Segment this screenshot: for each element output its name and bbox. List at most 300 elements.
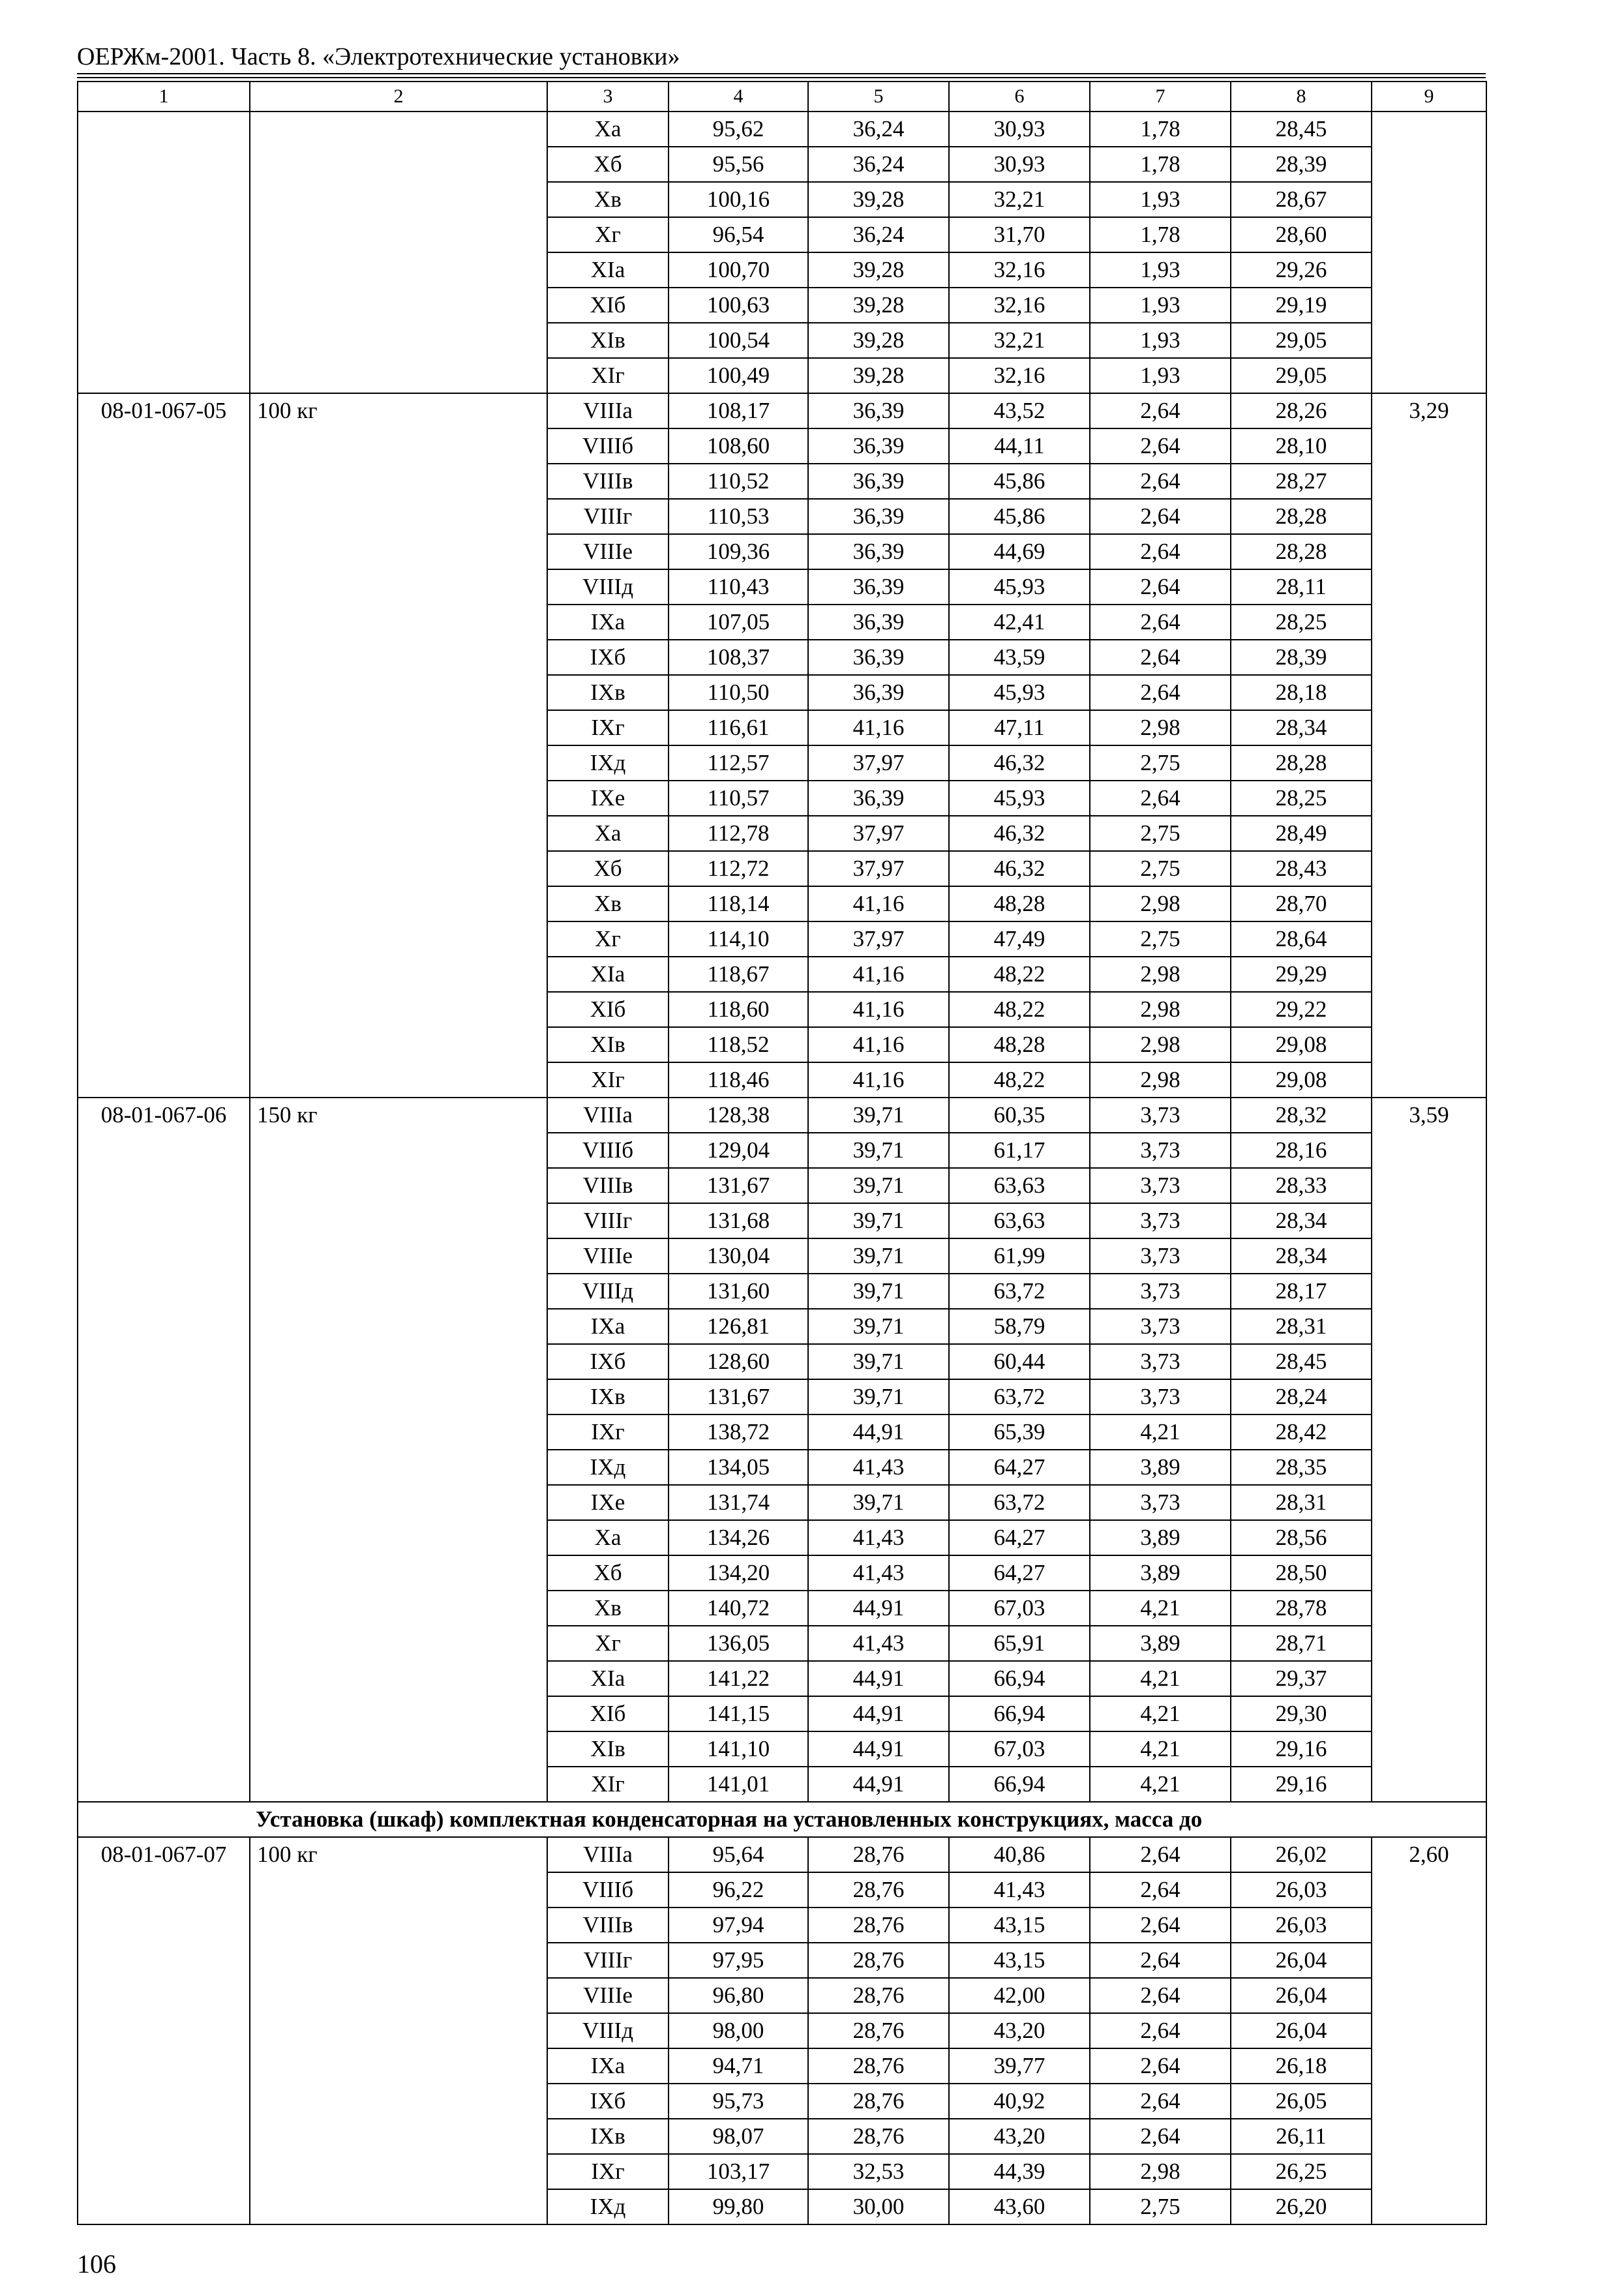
machine-cost: 41,43 <box>949 1872 1090 1908</box>
territorial-zone: VIIIв <box>547 464 669 499</box>
machinist-wages: 4,21 <box>1090 1591 1231 1626</box>
wages: 37,97 <box>808 921 949 957</box>
materials-cost: 28,24 <box>1231 1379 1372 1414</box>
total-cost: 141,10 <box>669 1731 808 1767</box>
materials-cost: 28,32 <box>1231 1098 1372 1133</box>
machinist-wages: 3,89 <box>1090 1520 1231 1555</box>
total-cost: 97,94 <box>669 1908 808 1943</box>
column-number: 3 <box>547 82 669 112</box>
total-cost: 141,22 <box>669 1661 808 1696</box>
total-cost: 108,17 <box>669 393 808 428</box>
wages: 37,97 <box>808 816 949 851</box>
wages: 39,71 <box>808 1098 949 1133</box>
territorial-zone: XIв <box>547 1027 669 1062</box>
total-cost: 107,05 <box>669 605 808 640</box>
total-cost: 130,04 <box>669 1238 808 1274</box>
machine-cost: 45,86 <box>949 464 1090 499</box>
wages: 44,91 <box>808 1696 949 1731</box>
territorial-zone: Xб <box>547 147 669 182</box>
wages: 36,39 <box>808 640 949 675</box>
territorial-zone: IXг <box>547 2154 669 2189</box>
territorial-zone: IXв <box>547 675 669 710</box>
total-cost: 112,57 <box>669 745 808 781</box>
machine-cost: 48,28 <box>949 886 1090 921</box>
total-cost: 112,78 <box>669 816 808 851</box>
wages: 28,76 <box>808 2013 949 2048</box>
machine-cost: 66,94 <box>949 1767 1090 1802</box>
materials-cost: 29,05 <box>1231 358 1372 393</box>
territorial-zone: Xв <box>547 1591 669 1626</box>
materials-cost: 28,28 <box>1231 499 1372 534</box>
materials-cost: 28,45 <box>1231 112 1372 147</box>
territorial-zone: VIIIб <box>547 428 669 464</box>
machine-cost: 63,72 <box>949 1485 1090 1520</box>
materials-cost: 28,10 <box>1231 428 1372 464</box>
machinist-wages: 2,98 <box>1090 886 1231 921</box>
territorial-zone: VIIIв <box>547 1168 669 1203</box>
wages: 28,76 <box>808 1837 949 1872</box>
territorial-zone: IXe <box>547 781 669 816</box>
machine-cost: 48,22 <box>949 1062 1090 1098</box>
column-number: 9 <box>1372 82 1486 112</box>
machinist-wages: 4,21 <box>1090 1696 1231 1731</box>
machinist-wages: 4,21 <box>1090 1767 1231 1802</box>
total-cost: 100,63 <box>669 288 808 323</box>
machine-cost: 42,00 <box>949 1978 1090 2013</box>
total-cost: 118,46 <box>669 1062 808 1098</box>
machinist-wages: 1,78 <box>1090 147 1231 182</box>
machine-cost: 63,72 <box>949 1274 1090 1309</box>
machinist-wages: 2,64 <box>1090 640 1231 675</box>
materials-cost: 29,26 <box>1231 252 1372 288</box>
machine-cost: 66,94 <box>949 1696 1090 1731</box>
territorial-zone: IXa <box>547 2048 669 2084</box>
wages: 36,39 <box>808 499 949 534</box>
total-cost: 96,54 <box>669 217 808 252</box>
wages: 41,16 <box>808 1027 949 1062</box>
machine-cost: 63,72 <box>949 1379 1090 1414</box>
wages: 28,76 <box>808 1872 949 1908</box>
territorial-zone: VIIIв <box>547 1908 669 1943</box>
materials-cost: 28,49 <box>1231 816 1372 851</box>
total-cost: 100,70 <box>669 252 808 288</box>
wages: 36,39 <box>808 605 949 640</box>
machinist-wages: 3,73 <box>1090 1238 1231 1274</box>
materials-cost: 26,02 <box>1231 1837 1372 1872</box>
wages: 39,71 <box>808 1309 949 1344</box>
total-cost: 128,38 <box>669 1098 808 1133</box>
total-cost: 100,54 <box>669 323 808 358</box>
territorial-zone: VIIIa <box>547 393 669 428</box>
wages: 41,16 <box>808 886 949 921</box>
territorial-zone: XIг <box>547 1767 669 1802</box>
machine-cost: 67,03 <box>949 1731 1090 1767</box>
machine-cost: 39,77 <box>949 2048 1090 2084</box>
norms-table-body <box>78 82 1486 2224</box>
header-rule-bottom <box>77 77 1486 78</box>
materials-cost: 26,03 <box>1231 1872 1372 1908</box>
territorial-zone: IXв <box>547 2119 669 2154</box>
table-row <box>78 1098 1486 1133</box>
materials-cost: 29,30 <box>1231 1696 1372 1731</box>
column-number-row <box>78 82 1486 112</box>
wages: 41,43 <box>808 1626 949 1661</box>
territorial-zone: XIг <box>547 358 669 393</box>
total-cost: 96,22 <box>669 1872 808 1908</box>
equipment-mass: 100 кг <box>250 393 547 1098</box>
labor-cost: 3,29 <box>1372 393 1486 1098</box>
machinist-wages: 2,64 <box>1090 569 1231 605</box>
territorial-zone: VIIIд <box>547 569 669 605</box>
total-cost: 95,56 <box>669 147 808 182</box>
machine-cost: 61,17 <box>949 1133 1090 1168</box>
machine-cost: 31,70 <box>949 217 1090 252</box>
materials-cost: 28,35 <box>1231 1450 1372 1485</box>
column-number: 1 <box>78 82 250 112</box>
page-number: 106 <box>77 2249 116 2279</box>
total-cost: 96,80 <box>669 1978 808 2013</box>
machinist-wages: 2,64 <box>1090 1978 1231 2013</box>
total-cost: 94,71 <box>669 2048 808 2084</box>
total-cost: 110,43 <box>669 569 808 605</box>
machine-cost: 46,32 <box>949 816 1090 851</box>
total-cost: 108,37 <box>669 640 808 675</box>
wages: 39,71 <box>808 1238 949 1274</box>
territorial-zone: Xб <box>547 1555 669 1591</box>
machinist-wages: 2,75 <box>1090 2189 1231 2224</box>
materials-cost: 28,26 <box>1231 393 1372 428</box>
table-row <box>78 393 1486 428</box>
total-cost: 138,72 <box>669 1414 808 1450</box>
column-number: 4 <box>669 82 808 112</box>
materials-cost: 29,08 <box>1231 1027 1372 1062</box>
machinist-wages: 2,64 <box>1090 2013 1231 2048</box>
total-cost: 110,57 <box>669 781 808 816</box>
machine-cost: 67,03 <box>949 1591 1090 1626</box>
wages: 36,24 <box>808 147 949 182</box>
territorial-zone: VIIIг <box>547 499 669 534</box>
materials-cost: 29,29 <box>1231 957 1372 992</box>
materials-cost: 26,04 <box>1231 1978 1372 2013</box>
machinist-wages: 2,64 <box>1090 428 1231 464</box>
materials-cost: 29,37 <box>1231 1661 1372 1696</box>
table-row <box>78 112 1486 147</box>
total-cost: 95,64 <box>669 1837 808 1872</box>
materials-cost: 28,50 <box>1231 1555 1372 1591</box>
materials-cost: 28,42 <box>1231 1414 1372 1450</box>
wages: 41,16 <box>808 957 949 992</box>
wages: 39,28 <box>808 288 949 323</box>
machine-cost: 65,39 <box>949 1414 1090 1450</box>
machine-cost: 30,93 <box>949 147 1090 182</box>
materials-cost: 26,03 <box>1231 1908 1372 1943</box>
territorial-zone: VIIIa <box>547 1098 669 1133</box>
machinist-wages: 3,73 <box>1090 1274 1231 1309</box>
wages: 28,76 <box>808 1978 949 2013</box>
materials-cost: 28,16 <box>1231 1133 1372 1168</box>
materials-cost: 28,70 <box>1231 886 1372 921</box>
machinist-wages: 2,64 <box>1090 781 1231 816</box>
total-cost: 97,95 <box>669 1943 808 1978</box>
territorial-zone: VIIIг <box>547 1203 669 1238</box>
materials-cost: 28,17 <box>1231 1274 1372 1309</box>
materials-cost: 29,22 <box>1231 992 1372 1027</box>
materials-cost: 26,25 <box>1231 2154 1372 2189</box>
territorial-zone: IXд <box>547 745 669 781</box>
territorial-zone: Xa <box>547 112 669 147</box>
machinist-wages: 3,89 <box>1090 1450 1231 1485</box>
machine-cost: 65,91 <box>949 1626 1090 1661</box>
materials-cost: 28,18 <box>1231 675 1372 710</box>
total-cost: 134,05 <box>669 1450 808 1485</box>
materials-cost: 28,28 <box>1231 745 1372 781</box>
territorial-zone: Xв <box>547 886 669 921</box>
wages: 36,39 <box>808 428 949 464</box>
wages: 39,71 <box>808 1168 949 1203</box>
territorial-zone: IXa <box>547 1309 669 1344</box>
total-cost: 141,15 <box>669 1696 808 1731</box>
machinist-wages: 3,73 <box>1090 1133 1231 1168</box>
total-cost: 131,67 <box>669 1379 808 1414</box>
machine-cost: 43,15 <box>949 1908 1090 1943</box>
total-cost: 126,81 <box>669 1309 808 1344</box>
territorial-zone: XIa <box>547 1661 669 1696</box>
materials-cost: 28,67 <box>1231 182 1372 217</box>
territorial-zone: VIIIe <box>547 1238 669 1274</box>
wages: 41,43 <box>808 1555 949 1591</box>
materials-cost: 26,05 <box>1231 2084 1372 2119</box>
machinist-wages: 2,64 <box>1090 605 1231 640</box>
wages: 39,28 <box>808 182 949 217</box>
norm-code: 08-01-067-07 <box>78 1837 250 2224</box>
machinist-wages: 3,73 <box>1090 1098 1231 1133</box>
machinist-wages: 2,64 <box>1090 1908 1231 1943</box>
wages: 39,71 <box>808 1133 949 1168</box>
machine-cost: 32,21 <box>949 323 1090 358</box>
materials-cost: 28,45 <box>1231 1344 1372 1379</box>
wages: 36,39 <box>808 534 949 569</box>
total-cost: 110,50 <box>669 675 808 710</box>
page-header: ОЕРЖм-2001. Часть 8. «Электротехнические установки» <box>77 43 680 70</box>
machinist-wages: 2,98 <box>1090 957 1231 992</box>
materials-cost: 28,33 <box>1231 1168 1372 1203</box>
total-cost: 99,80 <box>669 2189 808 2224</box>
machinist-wages: 2,75 <box>1090 851 1231 886</box>
total-cost: 118,60 <box>669 992 808 1027</box>
machine-cost: 43,15 <box>949 1943 1090 1978</box>
territorial-zone: Xв <box>547 182 669 217</box>
machine-cost: 46,32 <box>949 745 1090 781</box>
machinist-wages: 2,75 <box>1090 745 1231 781</box>
machinist-wages: 2,98 <box>1090 710 1231 745</box>
wages: 44,91 <box>808 1731 949 1767</box>
machine-cost: 66,94 <box>949 1661 1090 1696</box>
wages: 36,24 <box>808 217 949 252</box>
territorial-zone: IXб <box>547 640 669 675</box>
machinist-wages: 2,64 <box>1090 534 1231 569</box>
wages: 44,91 <box>808 1591 949 1626</box>
machinist-wages: 3,73 <box>1090 1309 1231 1344</box>
territorial-zone: VIIIд <box>547 1274 669 1309</box>
wages: 39,71 <box>808 1485 949 1520</box>
materials-cost: 29,05 <box>1231 323 1372 358</box>
territorial-zone: Xa <box>547 1520 669 1555</box>
materials-cost: 28,25 <box>1231 605 1372 640</box>
machinist-wages: 4,21 <box>1090 1661 1231 1696</box>
table-row <box>78 1837 1486 1872</box>
machine-cost: 43,52 <box>949 393 1090 428</box>
territorial-zone: IXб <box>547 2084 669 2119</box>
machinist-wages: 1,78 <box>1090 112 1231 147</box>
machinist-wages: 3,73 <box>1090 1168 1231 1203</box>
section-title-row <box>78 1802 1486 1837</box>
machine-cost: 58,79 <box>949 1309 1090 1344</box>
machine-cost: 44,39 <box>949 2154 1090 2189</box>
materials-cost: 28,39 <box>1231 147 1372 182</box>
norm-code: 08-01-067-06 <box>78 1098 250 1802</box>
wages: 39,71 <box>808 1344 949 1379</box>
territorial-zone: Xa <box>547 816 669 851</box>
column-number: 2 <box>250 82 547 112</box>
machine-cost: 60,44 <box>949 1344 1090 1379</box>
machine-cost: 43,20 <box>949 2119 1090 2154</box>
total-cost: 128,60 <box>669 1344 808 1379</box>
machine-cost: 48,22 <box>949 992 1090 1027</box>
territorial-zone: XIб <box>547 288 669 323</box>
wages: 39,28 <box>808 252 949 288</box>
territorial-zone: XIa <box>547 252 669 288</box>
wages: 28,76 <box>808 1943 949 1978</box>
materials-cost: 29,19 <box>1231 288 1372 323</box>
machinist-wages: 3,89 <box>1090 1555 1231 1591</box>
machine-cost: 40,92 <box>949 2084 1090 2119</box>
materials-cost: 28,56 <box>1231 1520 1372 1555</box>
wages: 37,97 <box>808 745 949 781</box>
labor-cost <box>1372 112 1486 393</box>
territorial-zone: VIIIг <box>547 1943 669 1978</box>
total-cost: 112,72 <box>669 851 808 886</box>
total-cost: 131,68 <box>669 1203 808 1238</box>
territorial-zone: XIa <box>547 957 669 992</box>
materials-cost: 28,34 <box>1231 1238 1372 1274</box>
total-cost: 98,00 <box>669 2013 808 2048</box>
machinist-wages: 4,21 <box>1090 1731 1231 1767</box>
territorial-zone: IXe <box>547 1485 669 1520</box>
machine-cost: 44,69 <box>949 534 1090 569</box>
machine-cost: 45,93 <box>949 781 1090 816</box>
territorial-zone: Xб <box>547 851 669 886</box>
machinist-wages: 3,89 <box>1090 1626 1231 1661</box>
wages: 39,28 <box>808 358 949 393</box>
wages: 28,76 <box>808 2119 949 2154</box>
wages: 32,53 <box>808 2154 949 2189</box>
machinist-wages: 2,64 <box>1090 2084 1231 2119</box>
total-cost: 95,73 <box>669 2084 808 2119</box>
machinist-wages: 1,93 <box>1090 288 1231 323</box>
wages: 44,91 <box>808 1414 949 1450</box>
materials-cost: 28,71 <box>1231 1626 1372 1661</box>
wages: 39,71 <box>808 1274 949 1309</box>
machinist-wages: 3,73 <box>1090 1344 1231 1379</box>
column-number: 8 <box>1231 82 1372 112</box>
machinist-wages: 1,93 <box>1090 323 1231 358</box>
machine-cost: 42,41 <box>949 605 1090 640</box>
total-cost: 116,61 <box>669 710 808 745</box>
machine-cost: 47,11 <box>949 710 1090 745</box>
territorial-zone: IXб <box>547 1344 669 1379</box>
column-number: 7 <box>1090 82 1231 112</box>
machinist-wages: 1,93 <box>1090 182 1231 217</box>
territorial-zone: XIв <box>547 1731 669 1767</box>
machine-cost: 45,93 <box>949 569 1090 605</box>
machine-cost: 30,93 <box>949 112 1090 147</box>
total-cost: 131,60 <box>669 1274 808 1309</box>
section-title: Установка (шкаф) комплектная конденсаторная на установленных конструкциях, масса до <box>78 1802 1486 1837</box>
wages: 41,43 <box>808 1520 949 1555</box>
machinist-wages: 4,21 <box>1090 1414 1231 1450</box>
machine-cost: 63,63 <box>949 1168 1090 1203</box>
machinist-wages: 2,64 <box>1090 2119 1231 2154</box>
machinist-wages: 2,64 <box>1090 499 1231 534</box>
wages: 41,16 <box>808 1062 949 1098</box>
labor-cost: 2,60 <box>1372 1837 1486 2224</box>
machinist-wages: 1,93 <box>1090 358 1231 393</box>
territorial-zone: XIг <box>547 1062 669 1098</box>
materials-cost: 28,25 <box>1231 781 1372 816</box>
total-cost: 134,26 <box>669 1520 808 1555</box>
total-cost: 118,67 <box>669 957 808 992</box>
territorial-zone: VIIIб <box>547 1133 669 1168</box>
wages: 39,71 <box>808 1203 949 1238</box>
wages: 36,39 <box>808 464 949 499</box>
equipment-mass: 100 кг <box>250 1837 547 2224</box>
total-cost: 95,62 <box>669 112 808 147</box>
machinist-wages: 2,75 <box>1090 816 1231 851</box>
materials-cost: 26,20 <box>1231 2189 1372 2224</box>
wages: 44,91 <box>808 1661 949 1696</box>
total-cost: 129,04 <box>669 1133 808 1168</box>
total-cost: 134,20 <box>669 1555 808 1591</box>
norm-code <box>78 112 250 393</box>
materials-cost: 26,18 <box>1231 2048 1372 2084</box>
labor-cost: 3,59 <box>1372 1098 1486 1802</box>
total-cost: 140,72 <box>669 1591 808 1626</box>
wages: 36,24 <box>808 112 949 147</box>
territorial-zone: IXг <box>547 710 669 745</box>
machine-cost: 44,11 <box>949 428 1090 464</box>
machinist-wages: 2,98 <box>1090 1062 1231 1098</box>
wages: 41,16 <box>808 992 949 1027</box>
total-cost: 100,49 <box>669 358 808 393</box>
territorial-zone: XIб <box>547 992 669 1027</box>
machine-cost: 32,21 <box>949 182 1090 217</box>
total-cost: 103,17 <box>669 2154 808 2189</box>
materials-cost: 29,16 <box>1231 1767 1372 1802</box>
territorial-zone: Xг <box>547 921 669 957</box>
materials-cost: 28,34 <box>1231 1203 1372 1238</box>
total-cost: 136,05 <box>669 1626 808 1661</box>
territorial-zone: IXa <box>547 605 669 640</box>
machinist-wages: 2,98 <box>1090 992 1231 1027</box>
machine-cost: 45,93 <box>949 675 1090 710</box>
wages: 30,00 <box>808 2189 949 2224</box>
territorial-zone: VIIIб <box>547 1872 669 1908</box>
materials-cost: 26,04 <box>1231 1943 1372 1978</box>
column-number: 5 <box>808 82 949 112</box>
materials-cost: 29,08 <box>1231 1062 1372 1098</box>
total-cost: 110,52 <box>669 464 808 499</box>
header-rule-top <box>77 73 1486 74</box>
